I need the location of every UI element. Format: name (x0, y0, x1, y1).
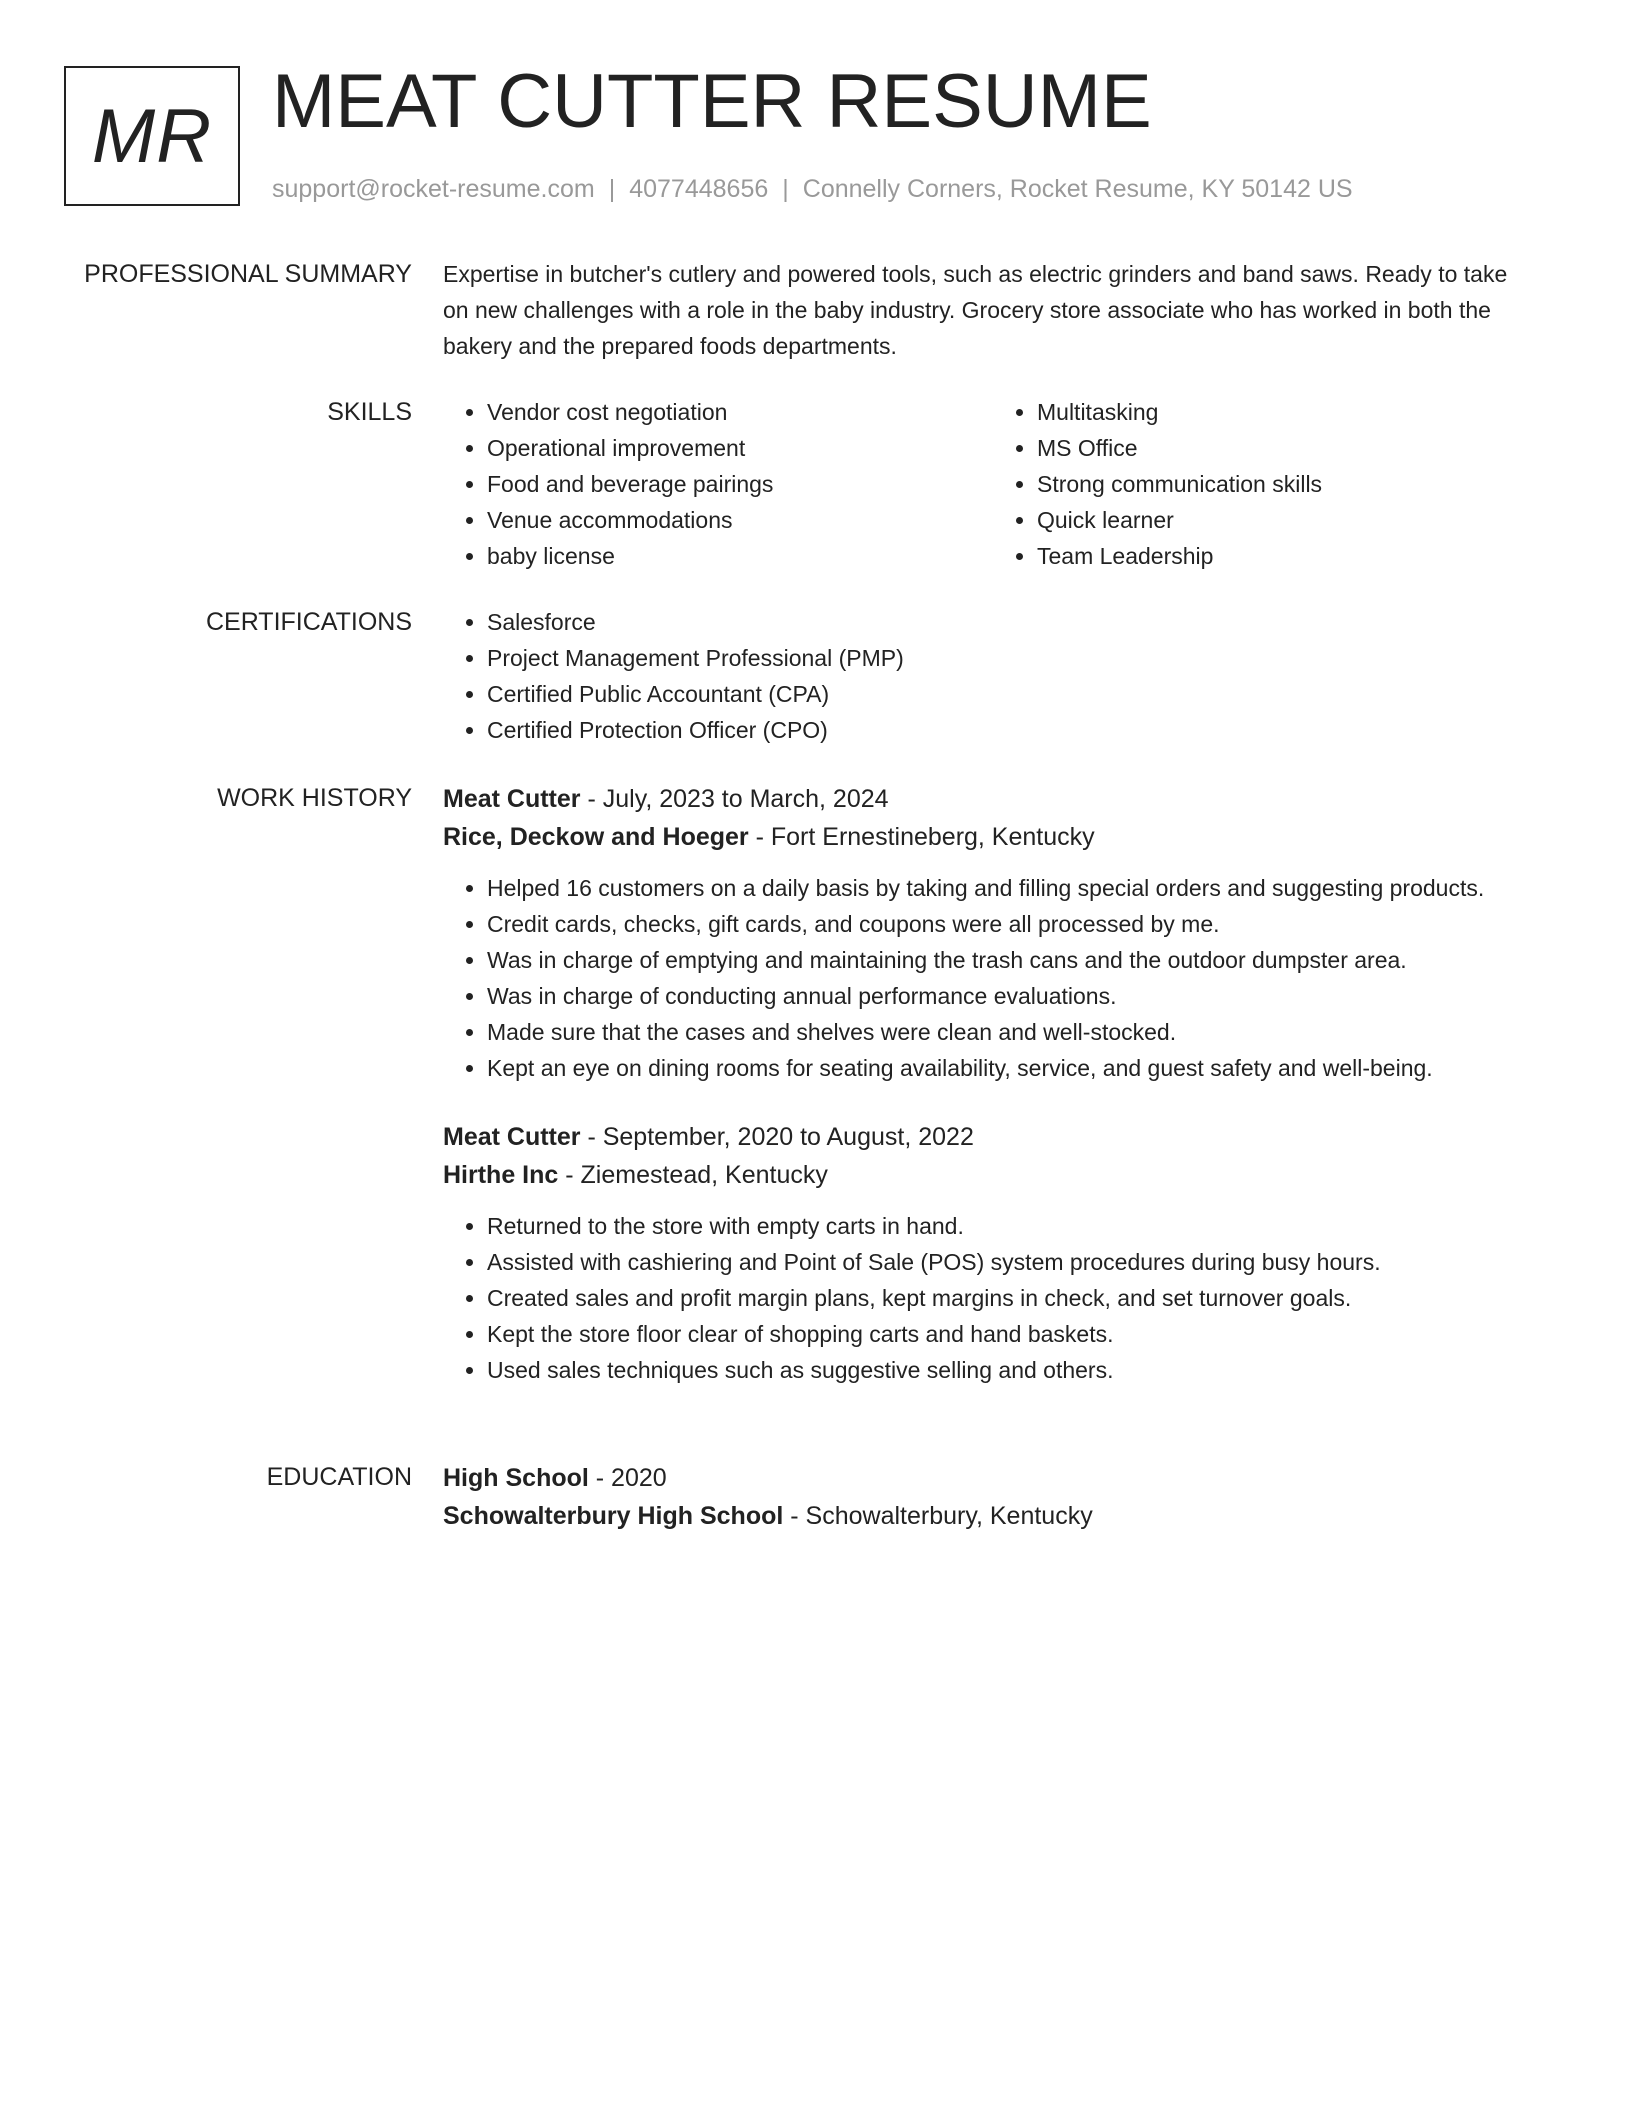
skills-body (443, 394, 1543, 574)
education-school-line (443, 1497, 1543, 1535)
certification-item: • Salesforce (487, 604, 1543, 640)
job-entry (443, 1118, 1543, 1388)
job-location: - Ziemestead, Kentucky (558, 1161, 828, 1189)
job-company-line (443, 818, 1543, 856)
job-company-line (443, 1156, 1543, 1194)
contact-phone: 4077448656 (629, 175, 769, 203)
certifications-list (443, 604, 1543, 748)
job-duty: • Returned to the store with empty carts in hand. (487, 1208, 1543, 1244)
education-location: - Schowalterbury, Kentucky (783, 1502, 1093, 1530)
job-title-line (443, 1118, 1543, 1156)
job-duties (443, 870, 1543, 1086)
job-duty: • Was in charge of conducting annual performance evaluations. (487, 978, 1543, 1014)
resume-title: MEAT CUTTER RESUME (272, 59, 1152, 144)
skill-item: • Operational improvement (487, 430, 993, 466)
job-duty: • Was in charge of emptying and maintaining the trash cans and the outdoor dumpster area. (487, 942, 1543, 978)
skills-list-left (443, 394, 993, 574)
skill-item: • Quick learner (1037, 502, 1543, 538)
job-company: Rice, Deckow and Hoeger (443, 823, 749, 851)
work-history-label: WORK HISTORY (217, 784, 412, 812)
job-entry (443, 780, 1543, 1086)
skill-item: • baby license (487, 538, 993, 574)
job-duty: • Assisted with cashiering and Point of Sale (POS) system procedures during busy hours. (487, 1244, 1543, 1280)
education-label: EDUCATION (266, 1463, 412, 1491)
certification-item: • Certified Protection Officer (CPO) (487, 712, 1543, 748)
certifications-label: CERTIFICATIONS (205, 608, 412, 636)
job-duty: • Made sure that the cases and shelves were clean and well-stocked. (487, 1014, 1543, 1050)
job-title: Meat Cutter (443, 785, 581, 813)
skill-item: • Vendor cost negotiation (487, 394, 993, 430)
skill-item: • Strong communication skills (1037, 466, 1543, 502)
job-duties (443, 1208, 1543, 1388)
skill-item: • Venue accommodations (487, 502, 993, 538)
contact-email: support@rocket-resume.com (272, 175, 595, 203)
contact-separator: | (782, 175, 789, 203)
summary-text: Expertise in butcher's cutlery and powered tools, such as electric grinders and band saws. Ready to take on new challenges with a role in the baby industry. Grocery store associate who has worked in both the bakery and the prepared foods departments. (443, 261, 1508, 359)
monogram-box (64, 66, 240, 206)
job-duty: • Created sales and profit margin plans, kept margins in check, and set turnover goals. (487, 1280, 1543, 1316)
job-duty: • Used sales techniques such as suggestive selling and others. (487, 1352, 1543, 1388)
job-company: Hirthe Inc (443, 1161, 559, 1189)
work-history-body (443, 780, 1543, 1388)
education-body (443, 1459, 1543, 1535)
certification-item: • Project Management Professional (PMP) (487, 640, 1543, 676)
skill-item: • Team Leadership (1037, 538, 1543, 574)
education-degree-line (443, 1459, 1543, 1497)
education-degree: High School (443, 1464, 589, 1492)
skill-item: • MS Office (1037, 430, 1543, 466)
summary-body (443, 256, 1533, 364)
contact-address: Connelly Corners, Rocket Resume, KY 50142 US (802, 175, 1353, 203)
skills-list-right (993, 394, 1543, 574)
job-duty: • Helped 16 customers on a daily basis by taking and filling special orders and suggesting products. (487, 870, 1543, 906)
job-duty: • Kept an eye on dining rooms for seating availability, service, and guest safety and well-being. (487, 1050, 1543, 1086)
job-duty: • Credit cards, checks, gift cards, and coupons were all processed by me. (487, 906, 1543, 942)
job-duty: • Kept the store floor clear of shopping carts and hand baskets. (487, 1316, 1543, 1352)
summary-label: PROFESSIONAL SUMMARY (84, 260, 412, 288)
skill-item: • Food and beverage pairings (487, 466, 993, 502)
skills-label: SKILLS (327, 398, 412, 426)
monogram-initials: MR (91, 93, 213, 179)
education-school: Schowalterbury High School (443, 1502, 784, 1530)
job-title: Meat Cutter (443, 1123, 581, 1151)
skill-item: • Multitasking (1037, 394, 1543, 430)
job-dates: - September, 2020 to August, 2022 (580, 1123, 974, 1151)
certification-item: • Certified Public Accountant (CPA) (487, 676, 1543, 712)
job-dates: - July, 2023 to March, 2024 (580, 785, 889, 813)
job-title-line (443, 780, 1543, 818)
education-year: - 2020 (588, 1464, 667, 1492)
contact-line (272, 172, 1353, 206)
certifications-body (443, 604, 1543, 748)
contact-separator: | (608, 175, 616, 203)
job-location: - Fort Ernestineberg, Kentucky (748, 823, 1095, 851)
